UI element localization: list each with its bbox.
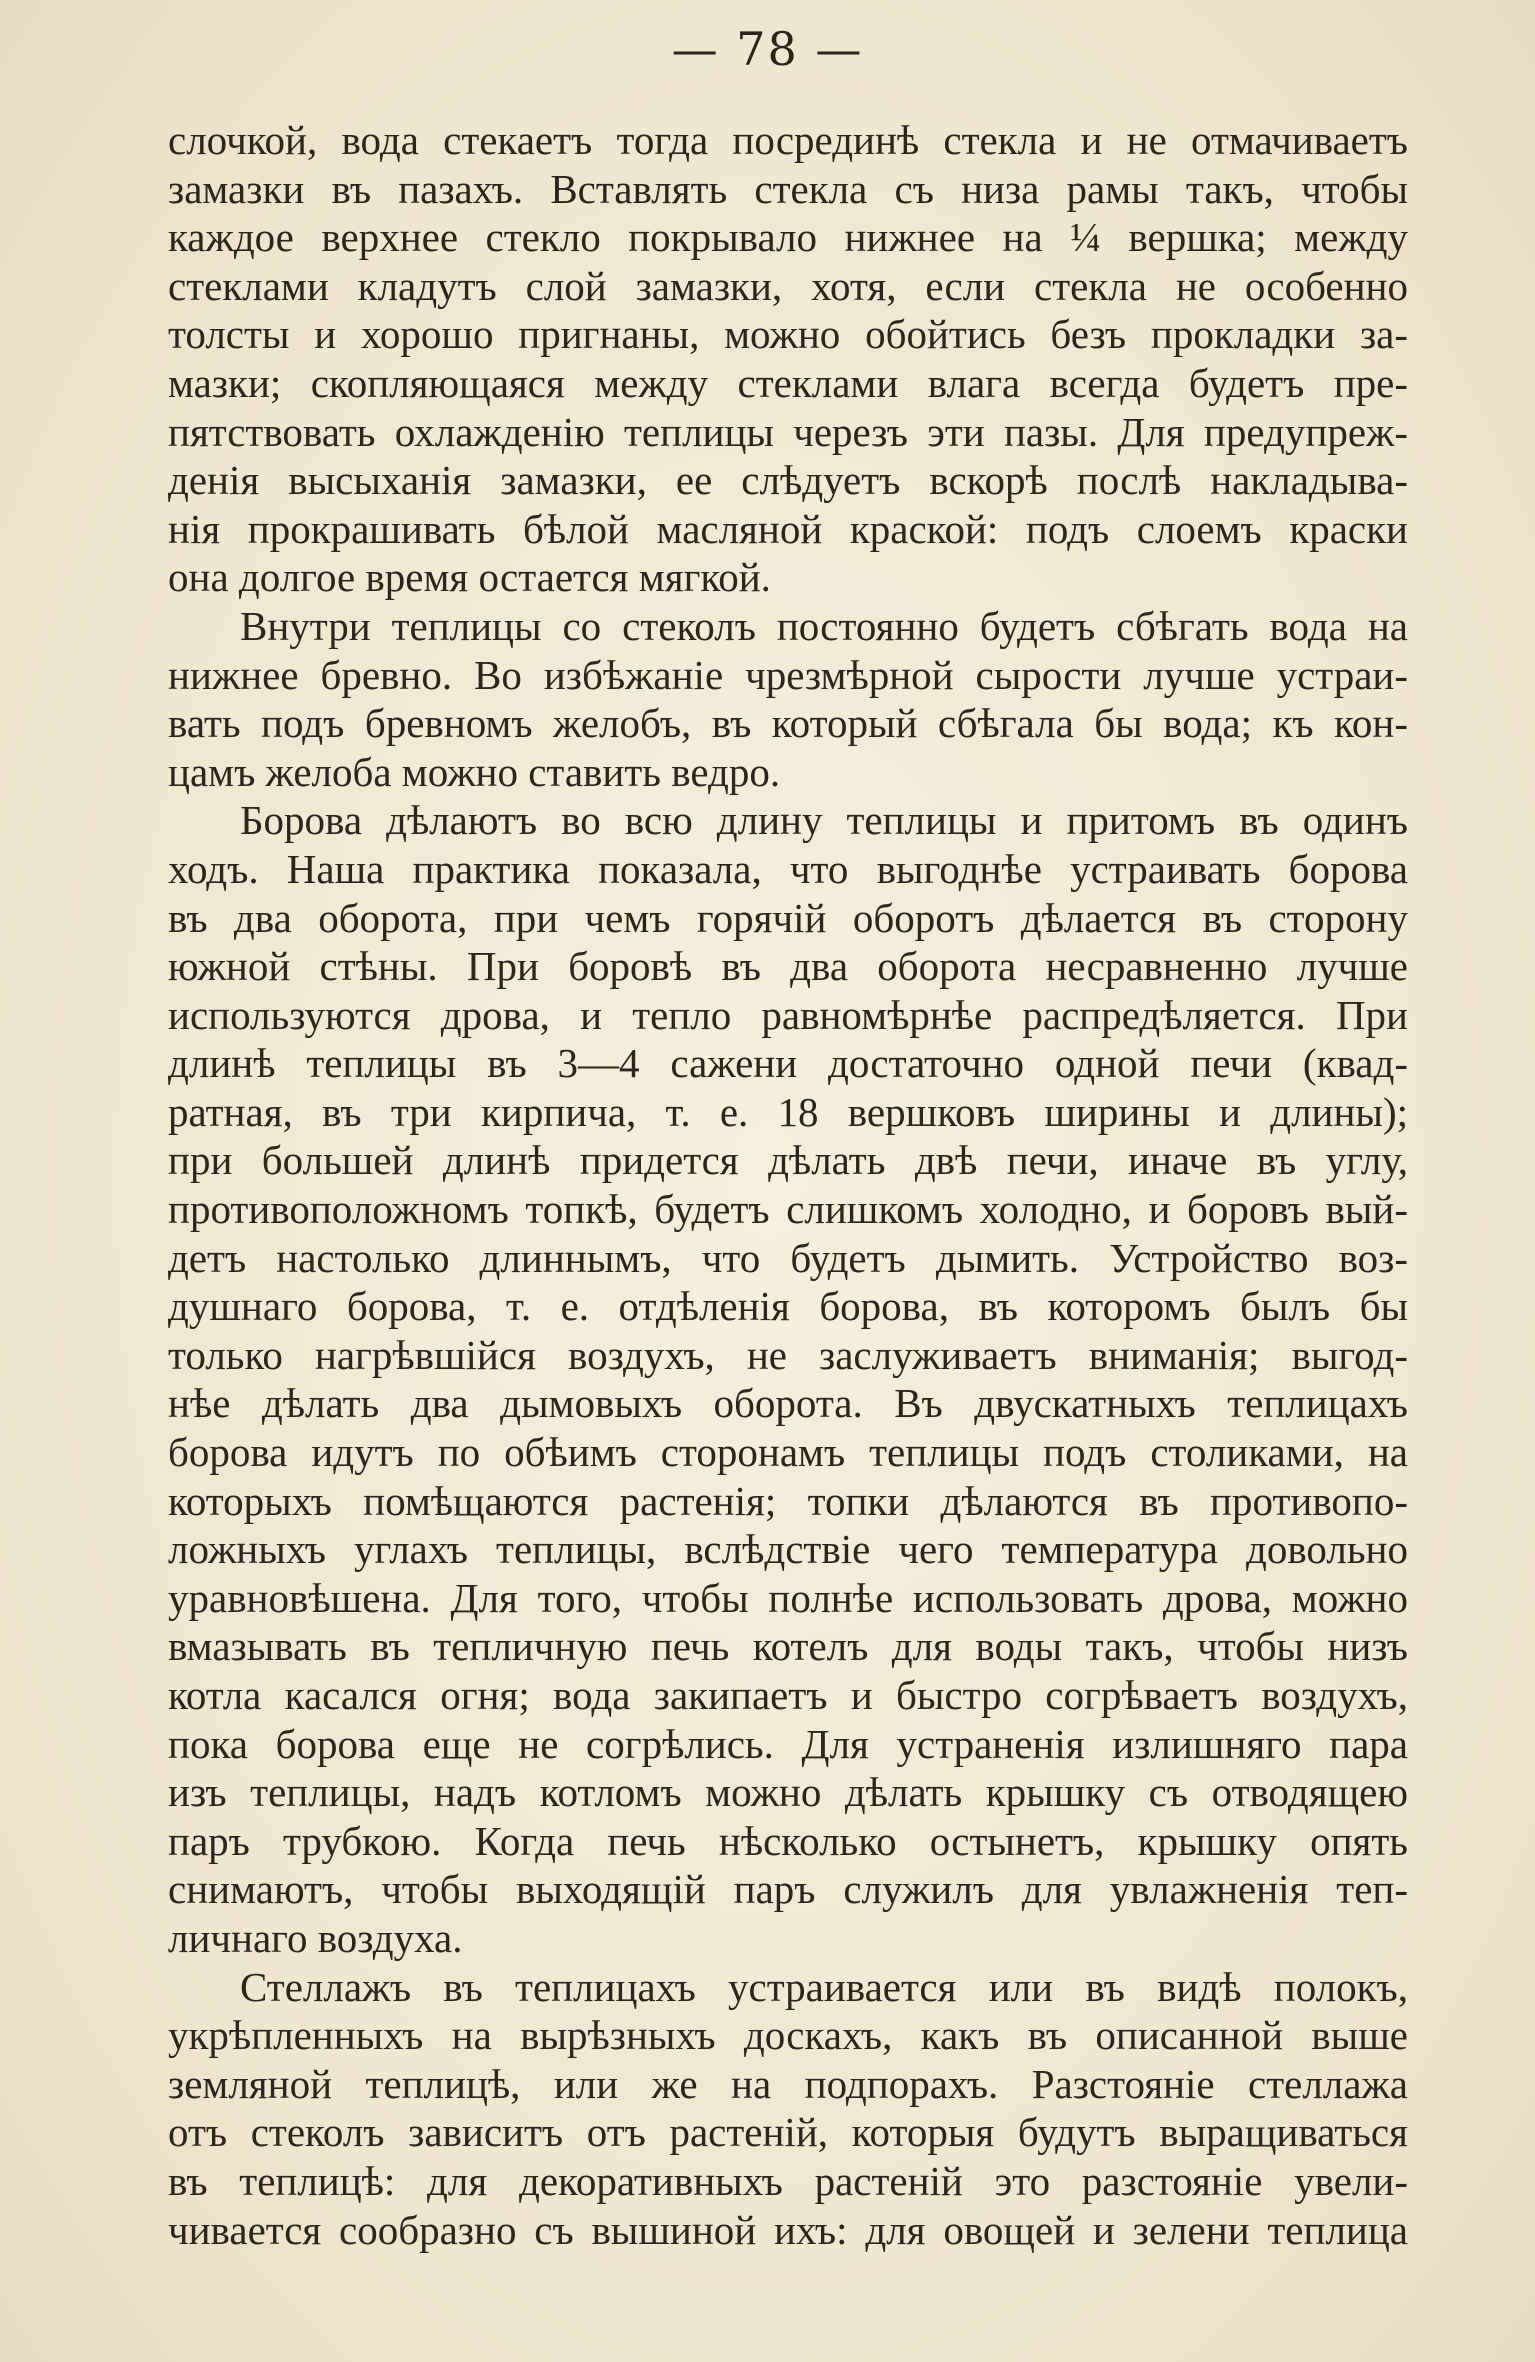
text-line: цамъ желоба можно ставить ведро.: [168, 748, 781, 795]
text-line: длинѣ теплицы въ 3—4 сажени достаточно одной печи (квад-: [168, 1040, 1408, 1087]
text-line: пока борова еще не согрѣлись. Для устраненія излишняго пара: [168, 1720, 1408, 1767]
paragraph-1: [168, 116, 1408, 602]
text-line: въ теплицѣ: для декоративныхъ растеній это разстояніе увели-: [168, 2157, 1408, 2204]
text-line: используются дрова, и тепло равномѣрнѣе распредѣляется. При: [168, 991, 1408, 1038]
text-line: ратная, въ три кирпича, т. е. 18 вершковъ ширины и длины);: [168, 1088, 1408, 1135]
text-line: уравновѣшена. Для того, чтобы полнѣе использовать дрова, можно: [168, 1574, 1408, 1621]
text-line: при большей длинѣ придется дѣлать двѣ печи, иначе въ углу,: [168, 1137, 1408, 1184]
text-line: ходъ. Наша практика показала, что выгоднѣе устраивать борова: [168, 845, 1408, 892]
paragraph-4: [168, 1963, 1408, 2255]
text-line: изъ теплицы, надъ котломъ можно дѣлать крышку съ отводящею: [168, 1769, 1408, 1816]
text-line: противоположномъ топкѣ, будетъ слишкомъ холодно, и боровъ вый-: [168, 1186, 1408, 1233]
text-line: которыхъ помѣщаются растенія; топки дѣлаются въ противопо-: [168, 1477, 1408, 1524]
body-text: [168, 116, 1408, 2254]
text-line: толсты и хорошо пригнаны, можно обойтись безъ прокладки за-: [168, 311, 1408, 358]
text-line: паръ трубкою. Когда печь нѣсколько остынетъ, крышку опять: [168, 1817, 1408, 1864]
text-line: въ два оборота, при чемъ горячій оборотъ дѣлается въ сторону: [168, 894, 1408, 941]
text-line: укрѣпленныхъ на вырѣзныхъ доскахъ, какъ въ описанной выше: [168, 2012, 1408, 2059]
text-line: только нагрѣвшійся воздухъ, не заслуживаетъ вниманія; выгод-: [168, 1331, 1408, 1378]
text-line: южной стѣны. При боровѣ въ два оборота несравненно лучше: [168, 943, 1408, 990]
text-line: борова идутъ по обѣимъ сторонамъ теплицы подъ столиками, на: [168, 1429, 1408, 1476]
text-line: котла касался огня; вода закипаетъ и быстро согрѣваетъ воздухъ,: [168, 1672, 1408, 1718]
text-line: нижнее бревно. Во избѣжаніе чрезмѣрной сырости лучше устраи-: [168, 651, 1408, 698]
text-line: мазки; скопляющаяся между стеклами влага всегда будетъ пре-: [168, 359, 1408, 406]
text-line: нія прокрашивать бѣлой масляной краской: подъ слоемъ краски: [168, 505, 1408, 552]
text-line: земляной теплицѣ, или же на подпорахъ. Разстояніе стеллажа: [168, 2060, 1408, 2107]
text-line: чивается сообразно съ вышиной ихъ: для овощей и зелени теплица: [168, 2206, 1408, 2253]
text-line: вмазывать въ тепличную печь котелъ для воды такъ, чтобы низъ: [168, 1623, 1408, 1670]
paragraph-2: [168, 602, 1408, 796]
text-line: душнаго борова, т. е. отдѣленія борова, въ которомъ былъ бы: [168, 1283, 1408, 1330]
text-line: личнаго воздуха.: [168, 1914, 463, 1961]
text-line: денія высыханія замазки, ее слѣдуетъ вскорѣ послѣ накладыва-: [168, 457, 1408, 504]
text-line: вать подъ бревномъ желобъ, въ который сбѣгала бы вода; къ кон-: [168, 700, 1408, 747]
text-line: стеклами кладутъ слой замазки, хотя, если стекла не особенно: [168, 262, 1408, 309]
text-line: каждое верхнее стекло покрывало нижнее на ¼ вершка; между: [168, 214, 1408, 261]
paragraph-3: [168, 796, 1408, 1962]
text-line: ложныхъ углахъ теплицы, вслѣдствіе чего температура довольно: [168, 1526, 1408, 1573]
text-line: Борова дѣлаютъ во всю длину теплицы и притомъ въ одинъ: [240, 797, 1408, 844]
text-line: отъ стеколъ зависитъ отъ растеній, которыя будутъ выращиваться: [168, 2109, 1408, 2156]
text-line: снимаютъ, чтобы выходящій паръ служилъ для увлажненія теп-: [168, 1866, 1408, 1913]
text-line: детъ настолько длиннымъ, что будетъ дымить. Устройство воз-: [168, 1234, 1408, 1281]
text-line: замазки въ пазахъ. Вставлять стекла съ низа рамы такъ, чтобы: [168, 165, 1408, 212]
text-line: Внутри теплицы со стеколъ постоянно будетъ сбѣгать вода на: [240, 602, 1408, 649]
text-line: Стеллажъ въ теплицахъ устраивается или въ видѣ полокъ,: [240, 1963, 1408, 2010]
text-line: она долгое время остается мягкой.: [168, 554, 771, 601]
text-line: пятствовать охлажденію теплицы черезъ эти пазы. Для предупреж-: [168, 408, 1408, 455]
text-line: нѣе дѣлать два дымовыхъ оборота. Въ двускатныхъ теплицахъ: [168, 1380, 1408, 1427]
page-number: — 78 —: [671, 22, 864, 76]
text-line: слочкой, вода стекаетъ тогда посрединѣ стекла и не отмачиваетъ: [168, 117, 1408, 163]
